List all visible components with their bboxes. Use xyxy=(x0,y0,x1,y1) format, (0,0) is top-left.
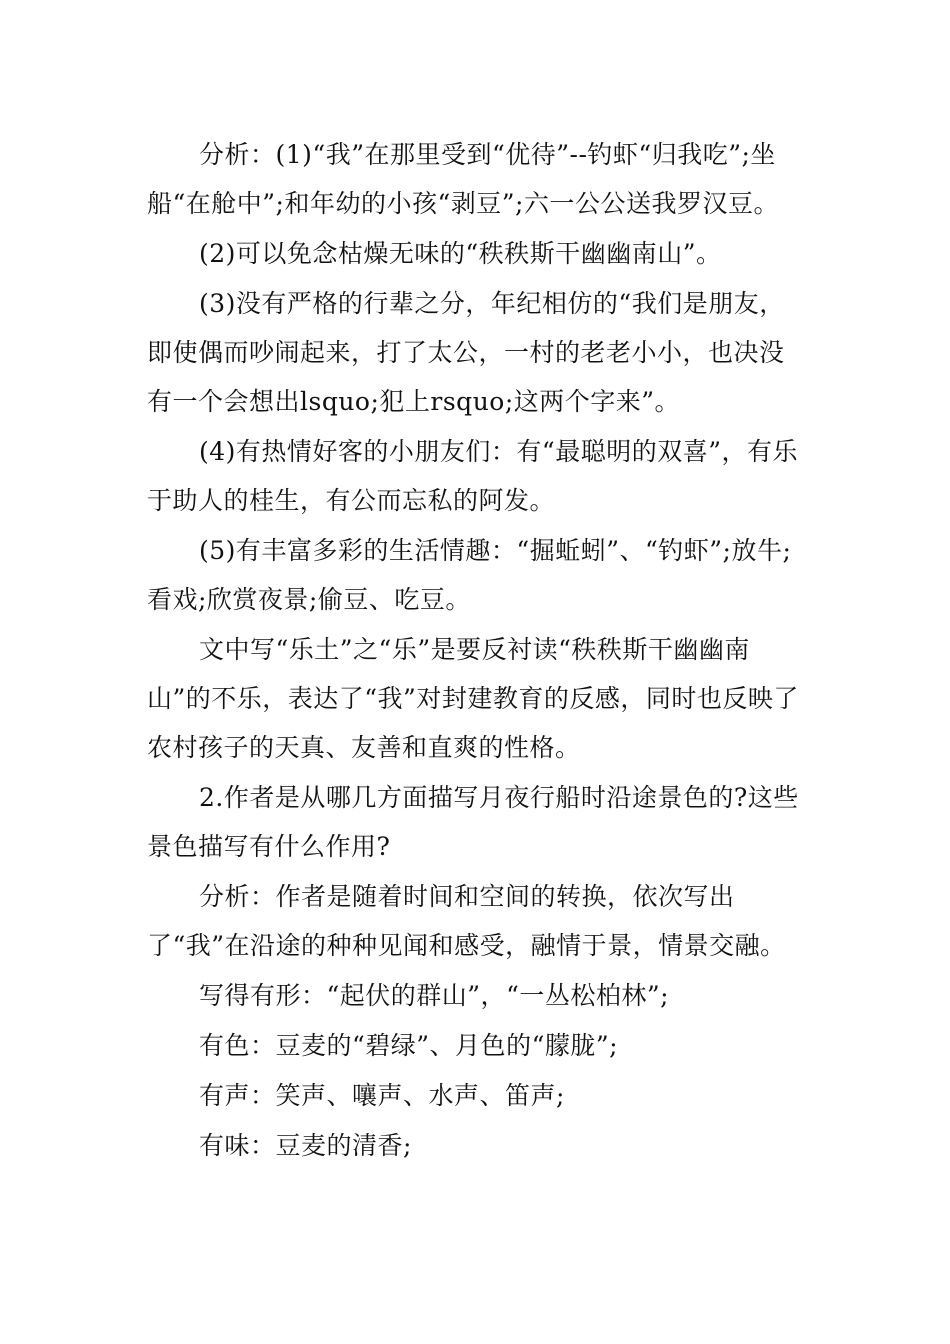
document-body xyxy=(147,130,807,1170)
paragraph-point-5: (5)有丰富多彩的生活情趣：“掘蚯蚓”、“钓虾”;放牛;看戏;欣赏夜景;偷豆、吃豆。 xyxy=(147,536,792,614)
paragraph-sound: 有声：笑声、嚷声、水声、笛声; xyxy=(199,1081,565,1110)
paragraph-scent: 有味：豆麦的清香; xyxy=(199,1131,412,1160)
paragraph-point-3: (3)没有严格的行辈之分，年纪相仿的“我们是朋友，即使偶而吵闹起来，打了太公，一村的老老小小，也决没有一个会想出lsquo;犯上rsquo;这两个字来”。 xyxy=(147,289,785,416)
paragraph-point-4: (4)有热情好客的小朋友们：有“最聪明的双喜”，有乐于助人的桂生，有公而忘私的阿发。 xyxy=(147,437,798,515)
paragraph-point-2: (2)可以免念枯燥无味的“秩秩斯干幽幽南山”。 xyxy=(199,239,722,268)
paragraph-summary: 文中写“乐土”之“乐”是要反衬读“秩秩斯干幽幽南山”的不乐，表达了“我”对封建教育的反感，同时也反映了农村孩子的天真、友善和直爽的性格。 xyxy=(147,635,799,762)
paragraph-analysis-1: 分析：(1)“我”在那里受到“优待”--钓虾“归我吃”;坐船“在舱中”;和年幼的小孩“剥豆”;六一公公送我罗汉豆。 xyxy=(147,140,779,218)
paragraph-question-2: 2.作者是从哪几方面描写月夜行船时沿途景色的?这些景色描写有什么作用? xyxy=(147,783,799,861)
paragraph-color: 有色：豆麦的“碧绿”、月色的“朦胧”; xyxy=(199,1031,619,1060)
paragraph-analysis-2: 分析：作者是随着时间和空间的转换，依次写出了“我”在沿途的种种见闻和感受，融情于景，情景交融。 xyxy=(147,882,786,960)
paragraph-shape: 写得有形：“起伏的群山”，“一丛松柏林”; xyxy=(199,981,670,1010)
